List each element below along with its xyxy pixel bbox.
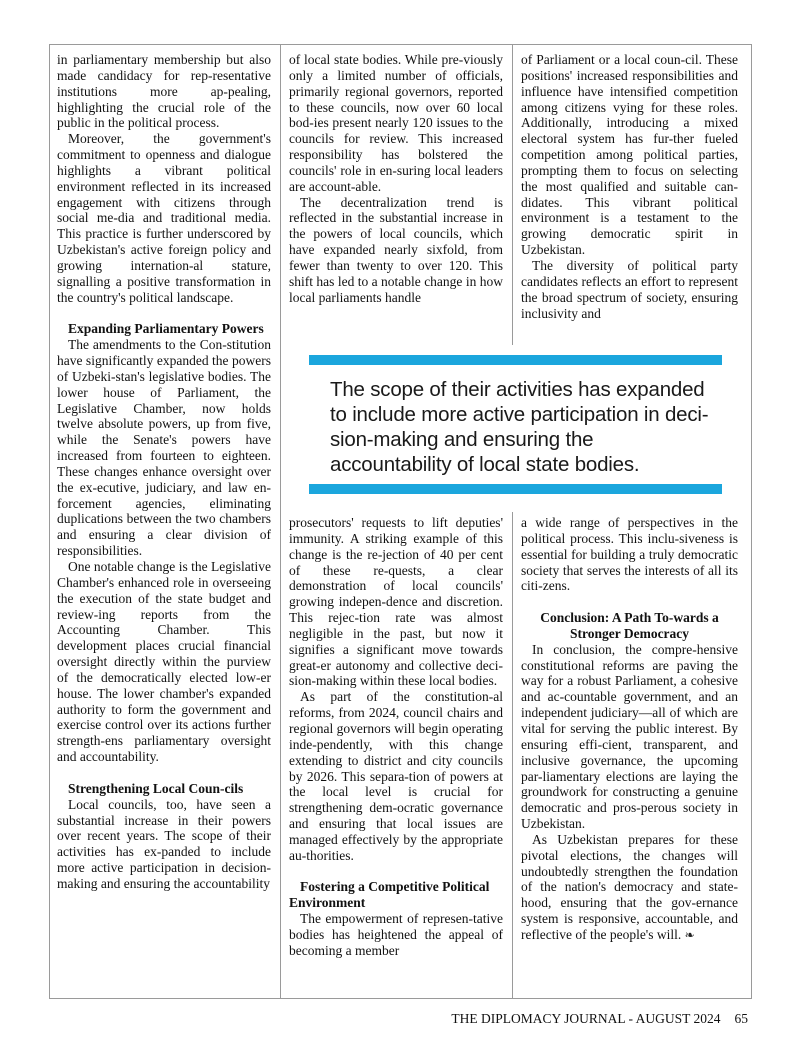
paragraph: The diversity of political party candidates reflects an effort to represent the broad spectrum of society, ensuring inclusivity and — [521, 257, 738, 321]
section-heading: Expanding Parliamentary Powers — [68, 321, 264, 337]
paragraph: The amendments to the Con-stitution have significantly expanded the powers of Uzbeki-stan's legislative bodies. The lower house of Parliament, the Legislative Chamber, now holds twelve absolute powers, up from five, while the Senate's powers have increased from fourteen to eighteen. These changes enhance oversight over the ex-ecutive, judiciary, and law en-forcement agencies, eliminating duplications between the two chambers and ensuring a clear division of responsibilities. — [57, 337, 271, 559]
closing-text: As Uzbekistan prepares for these pivotal elections, the changes will undoubtedly strengthen the foundation of the nation's democracy and state-hood, ensuring that the gov-ernance system is responsive, accountable, and reflective of the people's will. — [521, 831, 738, 942]
column-divider — [512, 45, 513, 345]
page-footer — [380, 1011, 748, 1027]
paragraph: of local state bodies. While pre-viously only a limited number of officials, primarily regional governors, reported to these councils, now over 60 local bod-ies present nearly 120 issues to the councils for review. This increased responsibility has bolstered the councils' role in en-suring local leaders are account-able. — [289, 52, 503, 194]
paragraph: of Parliament or a local coun-cil. These positions' increased responsibilities and influence have intensified competition among citizens vying for these roles. Additionally, introducing a mixed electoral system has fur-ther fueled competition among political parties, prompting them to focus on selecting the most qualified and suitable can-didates. This vibrant political environment is a testament to the growing democratic spirit in Uzbekistan. — [521, 52, 738, 258]
column-divider — [512, 512, 513, 998]
fleuron-icon: ❧ — [684, 927, 695, 942]
journal-issue: THE DIPLOMACY JOURNAL - AUGUST 2024 — [451, 1011, 721, 1026]
paragraph: in parliamentary membership but also made candidacy for rep-resentative institutions more ap-pealing, highlighting the crucial role of the public in the political process. — [57, 52, 271, 131]
column-1 — [57, 52, 271, 992]
section-heading: Strengthening Local Coun-cils — [68, 780, 244, 796]
paragraph: Moreover, the government's commitment to openness and dialogue highlights a vibrant political environment reflected in its increased engagement with citizens through social me-dia and traditional media. This practice is further underscored by Uzbekistan's active foreign policy and growing internation-al stature, signalling a positive transformation in the country's political landscape. — [57, 131, 271, 305]
pull-quote: The scope of their activities has expanded to include more active participation in deci-sion-making and ensuring the accountability of local state bodies. — [330, 378, 709, 476]
pull-quote-top-bar — [309, 355, 722, 365]
column-2-top — [289, 52, 503, 342]
paragraph: The decentralization trend is reflected in the substantial increase in the powers of local councils, which have expanded nearly sixfold, from fewer than twenty to over 120. This shift has led to a notable change in how local parliaments handle — [289, 194, 503, 305]
paragraph — [521, 832, 738, 944]
column-divider — [280, 45, 281, 998]
paragraph: One notable change is the Legislative Chamber's enhanced role in overseeing the execution of the state budget and review-ing reports from the Accounting Chamber. This development places crucial financial oversight directly within the purview of the democratically elected low-er house. The lower chamber's expanded authority to form the government and exercise control over its actions further strength-ens parliamentary oversight and accountability. — [57, 559, 271, 765]
paragraph: As part of the constitution-al reforms, from 2024, council chairs and regional governors will begin operating inde-pendently, with this change extending to district and city councils by 2026. This separa-tion of powers at the local level is crucial for strengthening dem-ocratic governance and ensuring that local issues are managed effectively by the appropriate au-thorities. — [289, 689, 503, 863]
column-3-top — [521, 52, 738, 342]
paragraph: The empowerment of represen-tative bodies has heightened the appeal of becoming a member — [289, 911, 503, 958]
page-number: 65 — [734, 1011, 748, 1026]
section-heading: Fostering a Competitive Political Environment — [289, 879, 490, 911]
paragraph: a wide range of perspectives in the political process. This inclu-siveness is essential for building a truly democratic society that serves the interests of all its citi-zens. — [521, 515, 738, 594]
pull-quote-bottom-bar — [309, 484, 722, 494]
section-heading: Conclusion: A Path To-wards a Stronger Democracy — [540, 610, 719, 641]
paragraph: Local councils, too, have seen a substantial increase in their powers over recent years. The scope of their activities has ex-panded to include more active participation in decision-making and ensuring the accountability — [57, 796, 271, 891]
paragraph: In conclusion, the compre-hensive constitutional reforms are paving the way for a robust Parliament, a cohesive and ac-countable government, and an independent judiciary—all of which are vital for serving the public interest. By ensuring effi-cient, transparent, and inclusive governance, the upcoming par-liamentary elections are laying the groundwork for constructing a genuine democratic and pros-perous society in Uzbekistan. — [521, 641, 738, 832]
column-3-bottom — [521, 515, 738, 993]
column-2-bottom — [289, 515, 503, 993]
paragraph: prosecutors' requests to lift deputies' immunity. A striking example of this change is the re-jection of 40 per cent of these re-quests, a clear demonstration of local councils' growing indepen-dence and discretion. This rejec-tion rate was almost negligible in the past, but now it signifies a significant move towards great-er autonomy and collective deci-sion-making within these local bodies. — [289, 515, 503, 689]
